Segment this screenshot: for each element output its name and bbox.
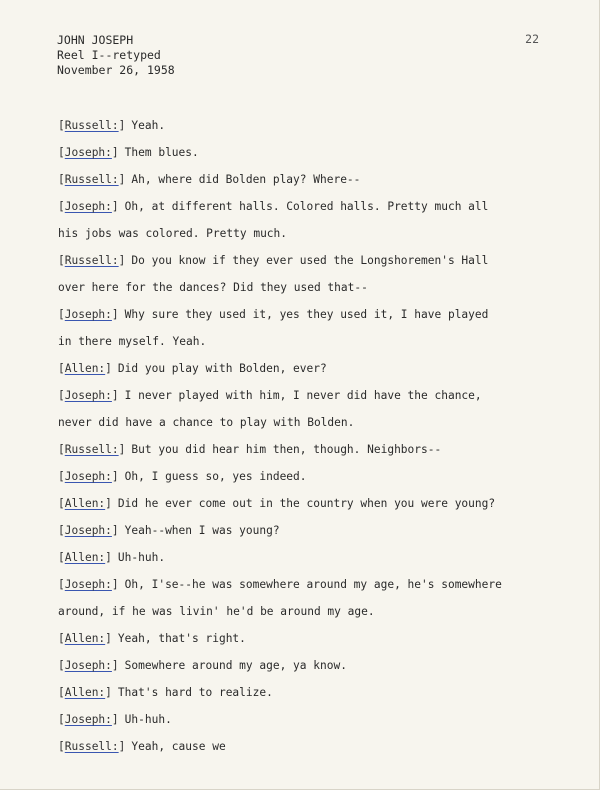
speaker-name: Joseph: [64, 146, 112, 159]
transcript-line [58, 463, 548, 490]
speaker-name: Allen: [64, 686, 106, 699]
speaker-tag: [Joseph:] [58, 713, 119, 726]
speaker-tag: [Russell:] [58, 254, 126, 267]
speaker-name: Joseph: [64, 308, 112, 321]
speaker-tag: [Allen:] [58, 362, 112, 375]
utterance-text: Yeah, cause we [131, 740, 226, 753]
transcript-line [58, 733, 548, 760]
transcript-line [58, 220, 548, 247]
transcript-line [58, 436, 548, 463]
utterance-text: Uh-huh. [124, 713, 172, 726]
transcript-line [58, 301, 548, 328]
utterance-text: Oh, at different halls. Colored halls. Pretty much all [124, 200, 489, 213]
speaker-tag: [Russell:] [58, 443, 126, 456]
speaker-tag: [Allen:] [58, 497, 112, 510]
transcript-line [58, 112, 548, 139]
utterance-text: Why sure they used it, yes they used it, I have played [124, 308, 489, 321]
speaker-name: Allen: [64, 632, 106, 645]
speaker-name: Allen: [64, 551, 106, 564]
speaker-name: Allen: [64, 497, 106, 510]
utterance-text: Yeah. [131, 119, 166, 132]
speaker-name: Russell: [64, 254, 119, 267]
utterance-text: over here for the dances? Did they used that-- [58, 281, 368, 294]
speaker-name: Russell: [64, 443, 119, 456]
speaker-name: Russell: [64, 173, 119, 186]
transcript-line [58, 544, 548, 571]
speaker-tag: [Allen:] [58, 551, 112, 564]
interview-date: November 26, 1958 [57, 63, 175, 77]
speaker-tag: [Joseph:] [58, 578, 119, 591]
speaker-tag: [Russell:] [58, 173, 126, 186]
transcript-line [58, 139, 548, 166]
utterance-text: Oh, I'se--he was somewhere around my age, he's somewhere [124, 578, 502, 591]
speaker-tag: [Joseph:] [58, 200, 119, 213]
speaker-name: Joseph: [64, 200, 112, 213]
utterance-text: Oh, I guess so, yes indeed. [124, 470, 307, 483]
speaker-name: Joseph: [64, 713, 112, 726]
speaker-tag: [Russell:] [58, 119, 126, 132]
utterance-text: Uh-huh. [117, 551, 166, 564]
utterance-text: That's hard to realize. [117, 686, 273, 699]
speaker-tag: [Joseph:] [58, 470, 119, 483]
utterance-text: Somewhere around my age, ya know. [124, 659, 347, 672]
utterance-text: Yeah, that's right. [117, 632, 246, 645]
utterance-text: I never played with him, I never did have the chance, [124, 389, 482, 402]
speaker-name: Joseph: [64, 524, 112, 537]
utterance-text: in there myself. Yeah. [58, 335, 207, 348]
speaker-name: Joseph: [64, 470, 112, 483]
transcript-line [58, 193, 548, 220]
utterance-text: around, if he was livin' he'd be around my age. [58, 605, 375, 618]
speaker-name: Joseph: [64, 578, 112, 591]
transcript-line [58, 409, 548, 436]
transcript-line [58, 328, 548, 355]
speaker-name: Joseph: [64, 659, 112, 672]
transcript-line [58, 571, 548, 598]
transcript-line [58, 652, 548, 679]
transcript-line [58, 247, 548, 274]
utterance-text: Do you know if they ever used the Longshoremen's Hall [131, 254, 489, 267]
transcript-line [58, 517, 548, 544]
speaker-tag: [Joseph:] [58, 389, 119, 402]
speaker-name: Joseph: [64, 389, 112, 402]
utterance-text: Did you play with Bolden, ever? [117, 362, 327, 375]
speaker-tag: [Allen:] [58, 686, 112, 699]
reel-label: Reel I--retyped [57, 48, 161, 62]
transcript-line [58, 274, 548, 301]
transcript-line [58, 679, 548, 706]
utterance-text: But you did hear him then, though. Neighbors-- [131, 443, 442, 456]
utterance-text: Ah, where did Bolden play? Where-- [131, 173, 361, 186]
utterance-text: his jobs was colored. Pretty much. [58, 227, 288, 240]
speaker-name: Russell: [64, 740, 119, 753]
transcript-line [58, 382, 548, 409]
transcript-line [58, 166, 548, 193]
speaker-name: Allen: [64, 362, 106, 375]
speaker-tag: [Russell:] [58, 740, 126, 753]
utterance-text: Yeah--when I was young? [124, 524, 280, 537]
speaker-tag: [Joseph:] [58, 308, 119, 321]
speaker-tag: [Joseph:] [58, 524, 119, 537]
transcript-line [58, 490, 548, 517]
utterance-text: never did have a chance to play with Bolden. [58, 416, 355, 429]
speaker-tag: [Joseph:] [58, 146, 119, 159]
document-header [57, 33, 175, 78]
speaker-tag: [Allen:] [58, 632, 112, 645]
utterance-text: Them blues. [124, 146, 199, 159]
page-number: 22 [525, 32, 539, 46]
utterance-text: Did he ever come out in the country when you were young? [117, 497, 496, 510]
transcript-line [58, 355, 548, 382]
speaker-name: Russell: [64, 119, 119, 132]
transcript-line [58, 706, 548, 733]
transcript-line [58, 598, 548, 625]
speaker-tag: [Joseph:] [58, 659, 119, 672]
transcript-line [58, 625, 548, 652]
transcript-body [58, 112, 548, 760]
interviewee-name: JOHN JOSEPH [57, 33, 134, 47]
